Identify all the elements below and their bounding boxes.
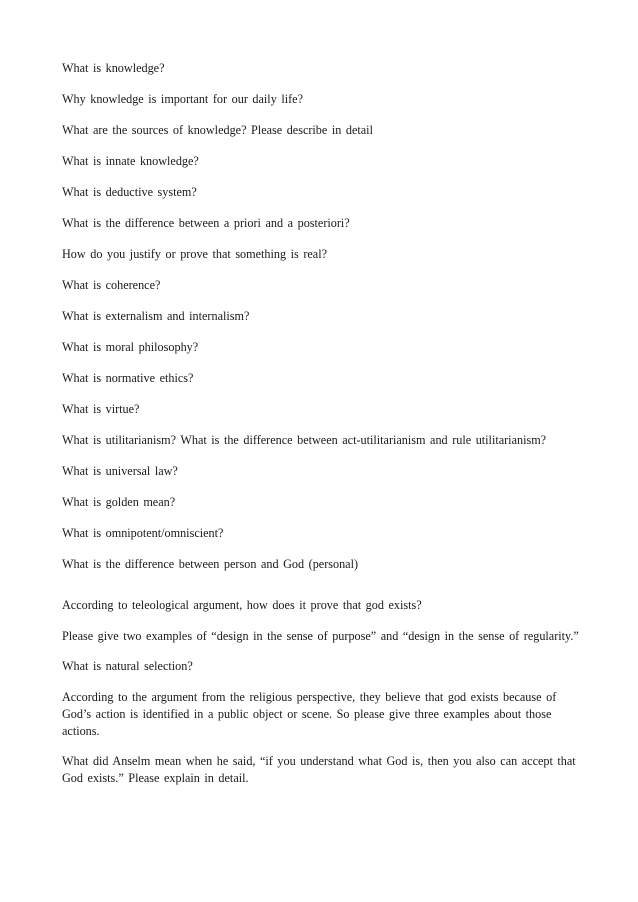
question-item: What is deductive system? [62,185,197,199]
question-item: Why knowledge is important for our daily life? [62,92,303,106]
question-item: What did Anselm mean when he said, “if you understand what God is, then you also can accept that God exists.” Please explain in detail. [62,754,581,785]
question-list [62,60,582,800]
question-item: What is the difference between a priori and a posteriori? [62,216,350,230]
question-item: What is virtue? [62,402,140,416]
question-item: What is moral philosophy? [62,340,199,354]
question-item: Please give two examples of “design in the sense of purpose” and “design in the sense of regularity.” [62,629,579,643]
question-item: What is omnipotent/omniscient? [62,526,224,540]
question-item: What is innate knowledge? [62,154,199,168]
question-item: What is natural selection? [62,659,193,673]
question-item: What is externalism and internalism? [62,309,250,323]
question-item: What is universal law? [62,464,178,478]
question-item: What is golden mean? [62,495,176,509]
question-item: According to the argument from the religious perspective, they believe that god exists because of God’s action is identified in a public object or scene. So please give three examples about those actions. [62,690,561,738]
question-item: According to teleological argument, how does it prove that god exists? [62,598,422,612]
question-item: What is the difference between person and God (personal) [62,557,359,571]
question-item: How do you justify or prove that something is real? [62,247,327,261]
question-item: What is knowledge? [62,61,165,75]
question-item: What is utilitarianism? What is the difference between act-utilitarianism and rule utilitarianism? [62,433,547,447]
question-item: What is coherence? [62,278,161,292]
question-item: What is normative ethics? [62,371,194,385]
question-item: What are the sources of knowledge? Please describe in detail [62,123,373,137]
